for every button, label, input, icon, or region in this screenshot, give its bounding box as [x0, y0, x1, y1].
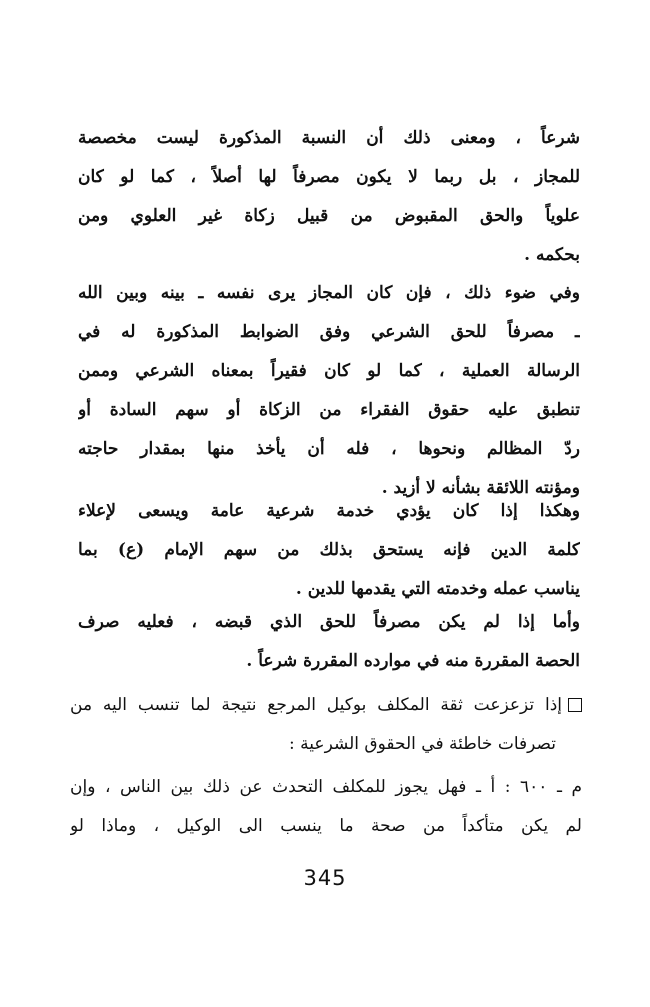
question-line — [70, 686, 582, 725]
text-line: الرسالة العملية ، كما لو كان فقيراً بمعناه الشرعي وممن — [78, 361, 580, 381]
text-line: ـ مصرفاً للحق الشرعي وفق الضوابط المذكورة له في — [78, 322, 580, 342]
text-line: وهكذا إذا كان يؤدي خدمة شرعية عامة ويسعى لإعلاء — [78, 501, 580, 521]
paragraph-2 — [78, 274, 580, 508]
text-line: تنطبق عليه حقوق الفقراء من الزكاة أو سهم السادة أو — [78, 400, 580, 420]
text-line: علوياً والحق المقبوض من قبيل زكاة غير العلوي ومن — [78, 206, 580, 226]
question-box-icon — [568, 698, 582, 712]
text-line: ردّ المظالم ونحوها ، فله أن يأخذ منها بمقدار حاجته — [78, 439, 580, 459]
issue-block — [70, 768, 582, 846]
paragraph-3 — [78, 492, 580, 609]
text-line: للمجاز ، بل ربما لا يكون مصرفاً لها أصلاً ، كما لو كان — [78, 167, 580, 187]
text-line: يناسب عمله وخدمته التي يقدمها للدين . — [295, 579, 580, 599]
question-block — [70, 686, 582, 764]
text-line: وفي ضوء ذلك ، فإن كان المجاز يرى نفسه ـ بينه وبين الله — [78, 283, 580, 303]
text-line: شرعاً ، ومعنى ذلك أن النسبة المذكورة ليست مخصصة — [78, 128, 580, 148]
text-line: بحكمه . — [524, 245, 580, 265]
issue-line: م ـ ٦٠٠ : أ ـ فهل يجوز للمكلف التحدث عن ذلك بين الناس ، وإن — [70, 777, 582, 797]
question-text: إذا تزعزعت ثقة المكلف بوكيل المرجع نتيجة لما تنسب اليه من — [70, 695, 562, 715]
page-number: 345 — [303, 866, 347, 890]
text-line: وأما إذا لم يكن مصرفاً للحق الذي قبضه ، فعليه صرف — [78, 612, 580, 632]
question-line: تصرفات خاطئة في الحقوق الشرعية : — [289, 734, 556, 754]
paragraph-1 — [78, 119, 580, 275]
text-line: كلمة الدين فإنه يستحق بذلك من سهم الإمام (ع) بما — [78, 540, 580, 560]
text-line: الحصة المقررة منه في موارده المقررة شرعاً . — [246, 651, 580, 671]
paragraph-4 — [78, 603, 580, 681]
text-line: ومؤنته اللائقة بشأنه لا أزيد . — [381, 478, 580, 498]
issue-line: لم يكن متأكداً من صحة ما ينسب الى الوكيل ، وماذا لو — [70, 816, 582, 836]
